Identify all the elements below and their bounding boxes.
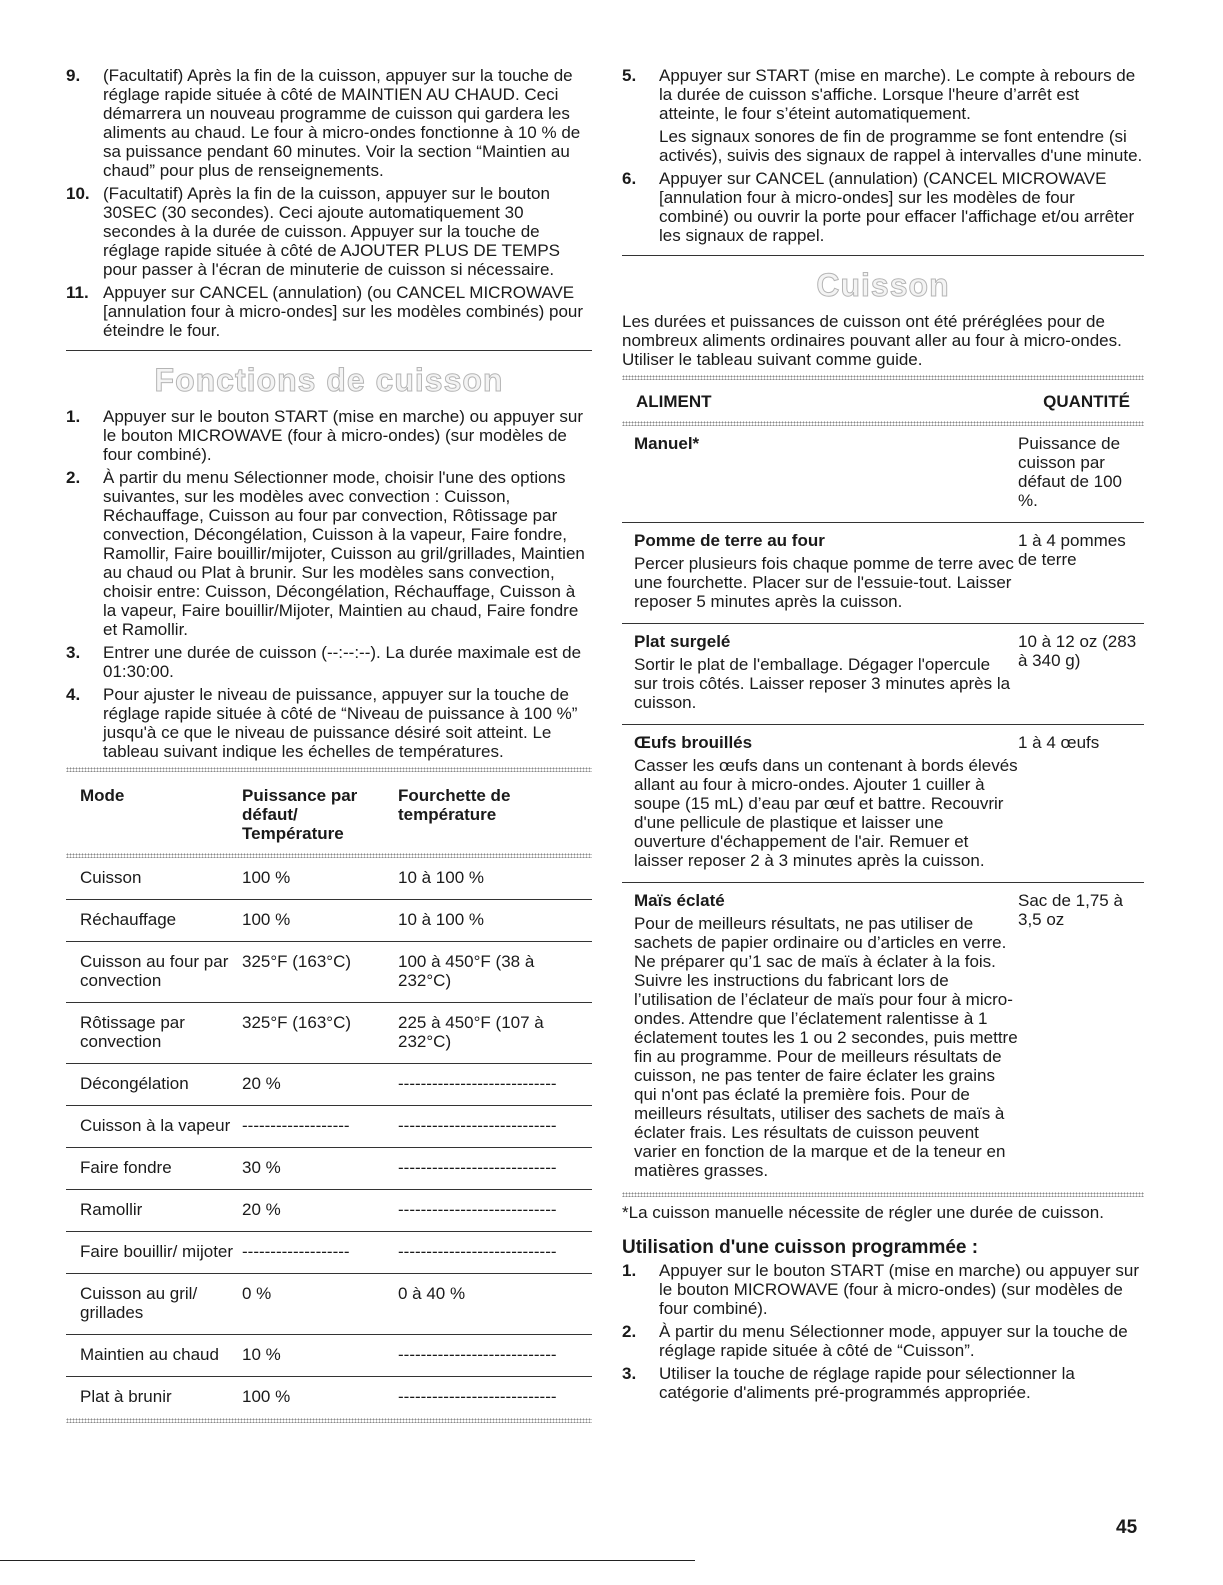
step-item xyxy=(622,169,1144,245)
food-description: Sortir le plat de l'emballage. Dégager l'opercule sur trois côtés. Laisser reposer 3 minutes après la cuisson. xyxy=(634,655,1011,712)
table-row xyxy=(66,1106,592,1148)
power-cell: 20 % xyxy=(242,1190,398,1232)
step-text: Appuyer sur CANCEL (annulation) (CANCEL MICROWAVE [annulation four à micro-ondes] sur les modèles de four combiné) ou ouvrir la porte pour effacer l'affichage et/ou arrêter les signaux de rappel. xyxy=(659,169,1135,245)
table-row xyxy=(66,900,592,942)
mode-cell: Cuisson au four par convection xyxy=(66,942,242,1003)
range-cell: ---------------------------- xyxy=(398,1106,592,1148)
step-text: À partir du menu Sélectionner mode, appuyer sur la touche de réglage rapide située à côté de “Cuisson”. xyxy=(659,1322,1128,1360)
step-number: 2. xyxy=(622,1322,637,1341)
mode-cell: Faire fondre xyxy=(66,1148,242,1190)
mode-cell: Faire bouillir/ mijoter xyxy=(66,1232,242,1274)
table-row xyxy=(66,1064,592,1106)
food-main-cell xyxy=(634,733,1018,870)
mode-cell: Cuisson xyxy=(66,858,242,900)
mode-cell: Ramollir xyxy=(66,1190,242,1232)
food-main-cell xyxy=(634,434,1018,510)
food-row xyxy=(622,624,1144,725)
food-table-header xyxy=(622,384,1144,421)
food-description: Pour de meilleurs résultats, ne pas utiliser de sachets de papier ordinaire ou d’articles en verre. Ne préparer qu’1 sac de maïs à éclater à la fois. Suivre les instructions du fabricant lors de l’utilisation de l’éclateur de maïs pour four à micro-ondes. Attendre que l’éclatement ralentisse à 1 éclatement toutes les 1 ou 2 secondes, puis mettre fin au programme. Pour de meilleurs résultats de cuisson, ne pas tenter de faire éclater les grains qui n'ont pas éclaté la première fois. Pour de meilleurs résultats, utiliser des sachets de maïs à éclater frais. Les résultats de cuisson peuvent varier en fonction de la marque et de la teneur en matières grasses. xyxy=(634,914,1018,1180)
step-text: Appuyer sur CANCEL (annulation) (ou CANCEL MICROWAVE [annulation four à micro-ondes] sur les modèles combinés) pour éteindre le four. xyxy=(103,283,584,340)
step-number: 1. xyxy=(66,407,81,426)
food-name: Plat surgelé xyxy=(634,632,731,651)
food-name: Manuel* xyxy=(634,434,700,453)
table-row xyxy=(66,1232,592,1274)
step-text: Appuyer sur le bouton START (mise en marche) ou appuyer sur le bouton MICROWAVE (four à micro-ondes) (sur modèles de four combiné). xyxy=(659,1261,1140,1318)
step-text: Appuyer sur le bouton START (mise en marche) ou appuyer sur le bouton MICROWAVE (four à micro-ondes) (sur modèles de four combiné). xyxy=(103,407,584,464)
step-text: Utiliser la touche de réglage rapide pour sélectionner la catégorie d'aliments pré-programmés appropriée. xyxy=(659,1364,1075,1402)
column-header-mode: Mode xyxy=(80,786,125,805)
power-cell: 10 % xyxy=(242,1335,398,1377)
power-cell: 325°F (163°C) xyxy=(242,1003,398,1064)
step-item xyxy=(66,685,592,761)
range-cell: ---------------------------- xyxy=(398,1387,557,1406)
table-row xyxy=(66,1274,592,1335)
step-number: 3. xyxy=(622,1364,637,1383)
column-header-power: Puissance par défaut/ Température xyxy=(242,786,358,843)
section-title-cuisson: Cuisson xyxy=(816,267,950,303)
range-cell: 0 à 40 % xyxy=(398,1274,592,1335)
food-quantity: 1 à 4 œufs xyxy=(1018,733,1100,752)
power-cell: 100 % xyxy=(242,900,398,942)
step-item xyxy=(66,66,592,180)
dotted-rule xyxy=(622,1192,1144,1197)
food-quantity: Sac de 1,75 à 3,5 oz xyxy=(1018,891,1123,929)
right-column xyxy=(622,66,1144,1406)
mode-cell: Maintien au chaud xyxy=(66,1335,242,1377)
food-main-cell xyxy=(634,891,1018,1180)
food-main-cell xyxy=(634,531,1018,611)
step-number: 4. xyxy=(66,685,81,704)
range-cell: 10 à 100 % xyxy=(398,900,592,942)
step-text: À partir du menu Sélectionner mode, choisir l'une des options suivantes, sur les modèles avec convection : Cuisson, Réchauffage, Cuisson au four par convection, Rôtissage par convection, Décongélation, Cuisson à la vapeur, Faire fondre, Ramollir, Faire bouillir/mijoter, Cuisson au gril/grillades, Maintien au chaud ou Plat à brunir. Sur les modèles sans convection, choisir entre: Cuisson, Décongélation, Réchauffage, Cuisson à la vapeur, Faire bouillir/Mijoter, Maintien au chaud, Faire fondre et Ramollir. xyxy=(103,468,585,639)
programmed-steps xyxy=(622,1261,1144,1402)
dotted-rule xyxy=(66,1418,592,1423)
power-cell: 20 % xyxy=(242,1064,398,1106)
power-cell: 325°F (163°C) xyxy=(242,942,398,1003)
power-cell: 100 % xyxy=(242,858,398,900)
column-header-range: Fourchette de température xyxy=(398,786,511,824)
page-number: 45 xyxy=(1116,1517,1138,1538)
table-row xyxy=(66,942,592,1003)
step-text: (Facultatif) Après la fin de la cuisson, appuyer sur le bouton 30SEC (30 secondes). Ceci ajoute automatiquement 30 secondes à la durée de cuisson. Appuyer sur la touche de réglage rapide située à côté de AJOUTER PLUS DE TEMPS pour passer à l'écran de minuterie de cuisson si nécessaire. xyxy=(103,184,561,279)
range-cell: ---------------------------- xyxy=(398,1190,592,1232)
table-header-row xyxy=(66,776,592,853)
range-cell: ---------------------------- xyxy=(398,1064,592,1106)
step-number: 10. xyxy=(66,184,90,203)
mode-cell: Décongélation xyxy=(66,1064,242,1106)
food-description: Percer plusieurs fois chaque pomme de terre avec une fourchette. Placer sur de l'essuie-tout. Laisser reposer 5 minutes après la cuisson. xyxy=(634,554,1014,611)
step-text: Pour ajuster le niveau de puissance, appuyer sur la touche de réglage rapide située à côté de “Niveau de puissance à 100 %” jusqu'à ce que le niveau de puissance désiré soit atteint. Le tableau suivant indique les échelles de températures. xyxy=(103,685,578,761)
intro-steps-right xyxy=(622,66,1144,245)
food-name: Œufs brouillés xyxy=(634,733,753,752)
step-number: 5. xyxy=(622,66,637,85)
range-cell: ---------------------------- xyxy=(398,1335,592,1377)
power-cell: 30 % xyxy=(242,1148,398,1190)
section-intro: Les durées et puissances de cuisson ont été préréglées pour de nombreux aliments ordinaires pouvant aller au four à micro-ondes. Utiliser le tableau suivant comme guide. xyxy=(622,312,1122,369)
range-cell: 225 à 450°F (107 à 232°C) xyxy=(398,1003,592,1064)
food-quantity: 10 à 12 oz (283 à 340 g) xyxy=(1018,632,1137,670)
divider xyxy=(622,255,1144,256)
table-row xyxy=(66,1377,592,1419)
mode-cell: Cuisson à la vapeur xyxy=(66,1106,242,1148)
range-cell: ---------------------------- xyxy=(398,1148,592,1190)
step-number: 6. xyxy=(622,169,637,188)
power-cell: ------------------- xyxy=(242,1106,398,1148)
intro-steps-left xyxy=(66,66,592,340)
left-column xyxy=(66,66,592,1427)
dotted-rule xyxy=(622,375,1144,380)
step-item xyxy=(66,283,592,340)
food-table xyxy=(622,426,1144,1192)
food-row xyxy=(622,883,1144,1192)
range-cell: 10 à 100 % xyxy=(398,858,592,900)
food-row xyxy=(622,426,1144,523)
column-header-quantite: QUANTITÉ xyxy=(1043,392,1130,411)
mode-cell: Rôtissage par convection xyxy=(66,1003,242,1064)
step-item xyxy=(622,1364,1144,1402)
food-main-cell xyxy=(634,632,1018,712)
power-cell: ------------------- xyxy=(242,1232,398,1274)
step-item xyxy=(66,468,592,639)
food-row xyxy=(622,725,1144,883)
step-number: 3. xyxy=(66,643,81,662)
step-number: 1. xyxy=(622,1261,637,1280)
step-number: 9. xyxy=(66,66,81,85)
mode-cell: Plat à brunir xyxy=(80,1387,172,1406)
step-item xyxy=(66,184,592,279)
fonctions-steps xyxy=(66,407,592,761)
mode-table xyxy=(66,776,592,1418)
step-item xyxy=(622,1322,1144,1360)
step-number: 2. xyxy=(66,468,81,487)
step-item xyxy=(622,1261,1144,1318)
step-text: Les signaux sonores de fin de programme se font entendre (si activés), suivis des signaux de rappel à intervalles d'une minute. xyxy=(659,127,1143,165)
table-row xyxy=(66,858,592,900)
table-row xyxy=(66,1148,592,1190)
step-item xyxy=(66,407,592,464)
dotted-rule xyxy=(66,767,592,772)
food-quantity: Puissance de cuisson par défaut de 100 %. xyxy=(1018,434,1122,510)
step-number: 11. xyxy=(66,283,89,302)
range-cell: ---------------------------- xyxy=(398,1232,592,1274)
power-cell: 0 % xyxy=(242,1274,398,1335)
food-description: Casser les œufs dans un contenant à bords élevés allant au four à micro-ondes. Ajouter 1 cuiller à soupe (15 mL) d’eau par œuf et battre. Recouvrir d'une pellicule de plastique et laisser une ouverture d'échappement de l'air. Remuer et laisser reposer 2 à 3 minutes après la cuisson. xyxy=(634,756,1018,870)
food-name: Pomme de terre au four xyxy=(634,531,825,550)
food-name: Maïs éclaté xyxy=(634,891,725,910)
table-row xyxy=(66,1335,592,1377)
step-item xyxy=(622,66,1144,165)
table-row xyxy=(66,1190,592,1232)
food-quantity: 1 à 4 pommes de terre xyxy=(1018,531,1126,569)
divider xyxy=(66,350,592,351)
step-text: (Facultatif) Après la fin de la cuisson, appuyer sur la touche de réglage rapide située à côté de MAINTIEN AU CHAUD. Ceci démarrera un nouveau programme de cuisson qui gardera les aliments au chaud. Le four à micro-ondes fonctionne à 10 % de sa puissance pendant 60 minutes. Voir la section “Maintien au chaud” pour plus de renseignements. xyxy=(103,66,581,180)
section-title-fonctions: Fonctions de cuisson xyxy=(154,362,504,398)
mode-cell: Réchauffage xyxy=(66,900,242,942)
step-item xyxy=(66,643,592,681)
range-cell: 100 à 450°F (38 à 232°C) xyxy=(398,942,592,1003)
step-text: Appuyer sur START (mise en marche). Le compte à rebours de la durée de cuisson s'affiche. Lorsque l'heure d’arrêt est atteinte, le four s’éteint automatiquement. xyxy=(659,66,1136,123)
food-row xyxy=(622,523,1144,624)
bottom-rule xyxy=(0,1560,695,1561)
subheading: Utilisation d'une cuisson programmée : xyxy=(622,1237,979,1258)
mode-cell: Cuisson au gril/ grillades xyxy=(66,1274,242,1335)
table-row xyxy=(66,1003,592,1064)
step-text: Entrer une durée de cuisson (--:--:--). La durée maximale est de 01:30:00. xyxy=(103,643,582,681)
power-cell: 100 % xyxy=(242,1387,291,1406)
footnote: *La cuisson manuelle nécessite de régler une durée de cuisson. xyxy=(622,1203,1104,1222)
column-header-aliment: ALIMENT xyxy=(636,392,712,411)
